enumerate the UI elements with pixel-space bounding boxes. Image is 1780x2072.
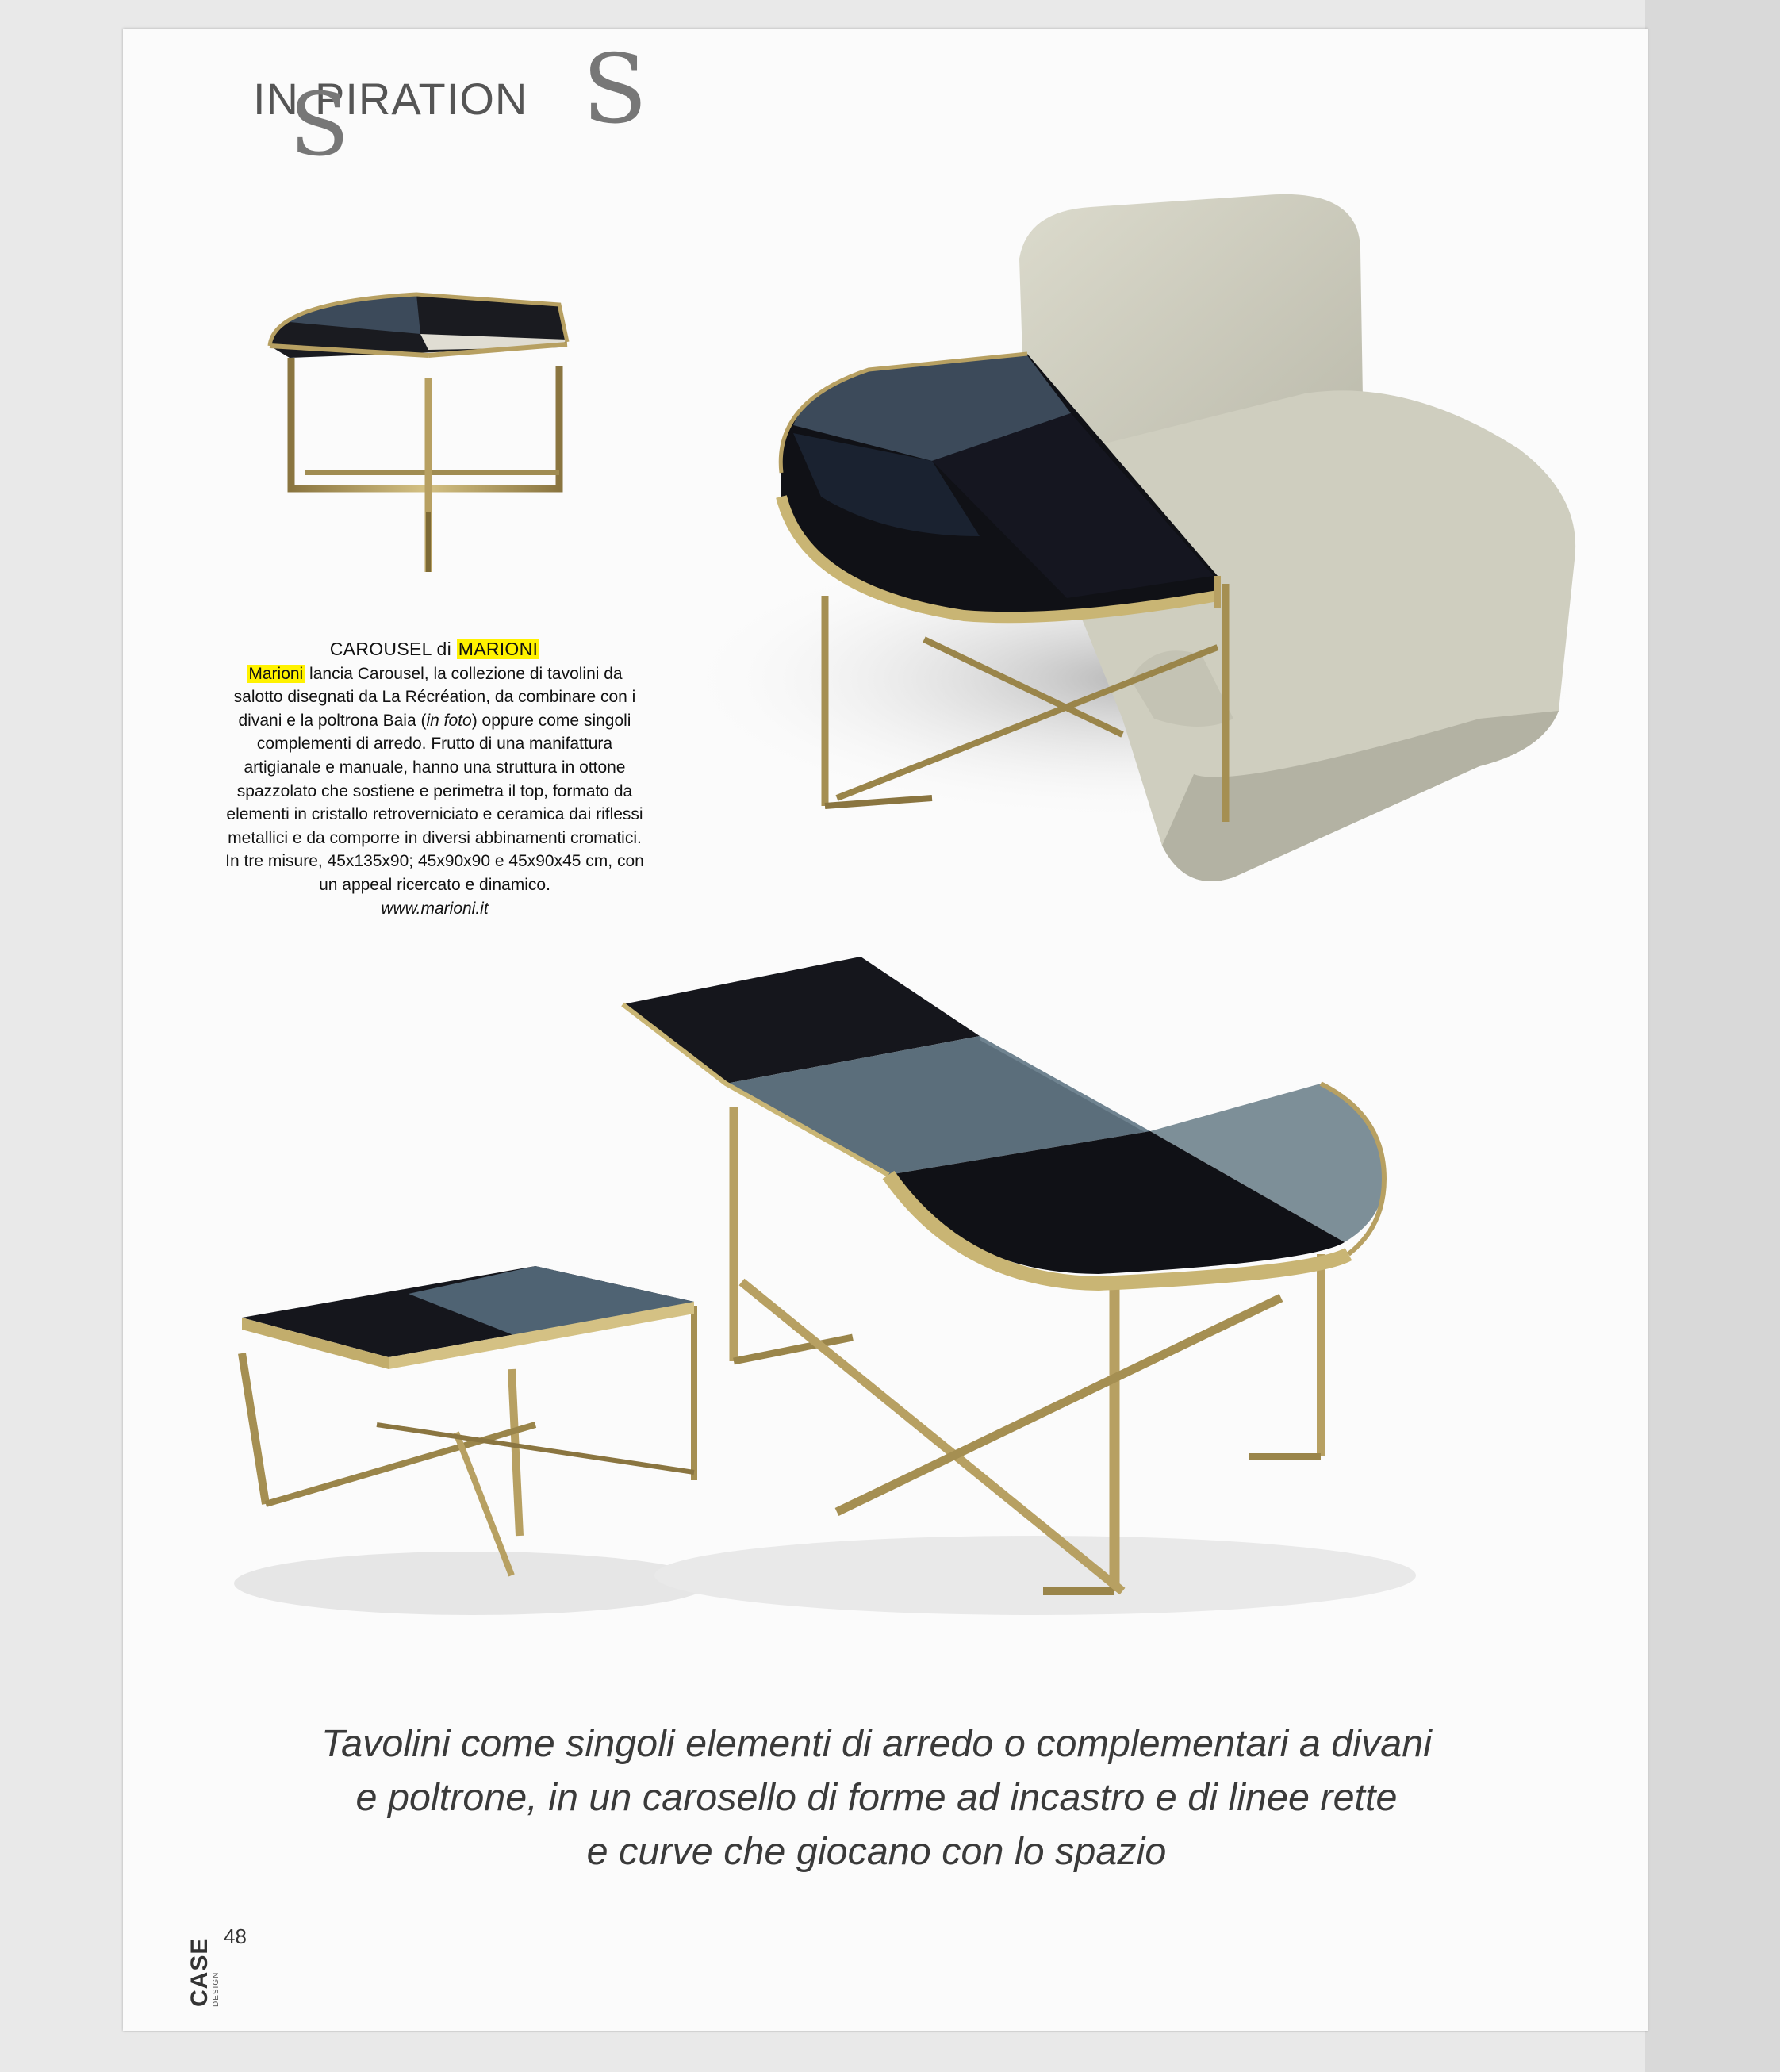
photo-large-carousel-table <box>623 957 1456 1631</box>
caption-body-italic: in foto <box>426 711 472 730</box>
pull-quote-line: e poltrone, in un carosello di forme ad incastro e di linee rette <box>355 1776 1398 1819</box>
magazine-logo <box>186 1938 213 2007</box>
caption-title-plain: CAROUSEL di <box>329 639 457 659</box>
pull-quote-line: e curve che giocano con lo spazio <box>586 1830 1167 1873</box>
page-footer <box>186 1924 282 2012</box>
scan-background <box>1645 0 1780 2072</box>
magazine-logo-text: CASE <box>186 1937 213 2007</box>
photo-armchair-with-table <box>646 163 1648 901</box>
product-caption <box>224 638 645 920</box>
magazine-logo-sub-text: DESIGN <box>212 1971 221 2007</box>
section-title-rest: PIRATION <box>315 74 528 124</box>
page-number: 48 <box>224 1924 247 1948</box>
section-swash-letter: S <box>290 74 350 175</box>
caption-title <box>224 638 645 662</box>
caption-title-brand: MARIONI <box>458 639 539 659</box>
pull-quote <box>218 1717 1535 1878</box>
caption-body-brand: Marioni <box>248 664 304 683</box>
caption-body-text-1: lancia Carousel, la collezione di tavolini da salotto disegnati da La Récréation, da combinare con i divani e la poltrona Baia ( <box>233 664 636 730</box>
magazine-logo-sub <box>212 1972 221 2007</box>
section-swash-letter-end: S <box>582 35 648 145</box>
section-title-prefix: IN <box>253 74 299 124</box>
section-header <box>253 35 648 175</box>
magazine-page <box>123 29 1648 2031</box>
caption-body <box>224 662 645 921</box>
caption-link[interactable]: www.marioni.it <box>381 899 489 918</box>
caption-body-text-2: ) oppure come singoli complementi di arredo. Frutto di una manifattura artigianale e manuale, hanno una struttura in ottone spazzolato che sostiene e perimetra il top, formato da elementi in cristallo retroverniciato e ceramica dai riflessi metallici e da comporre in diversi abbinamenti cromatici. In tre misure, 45x135x90; 45x90x90 e 45x90x45 cm, con un appeal ricercato e dinamico. <box>225 711 644 894</box>
photo-small-round-table <box>258 259 623 584</box>
pull-quote-line: Tavolini come singoli elementi di arredo o complementari a divani <box>320 1722 1433 1765</box>
